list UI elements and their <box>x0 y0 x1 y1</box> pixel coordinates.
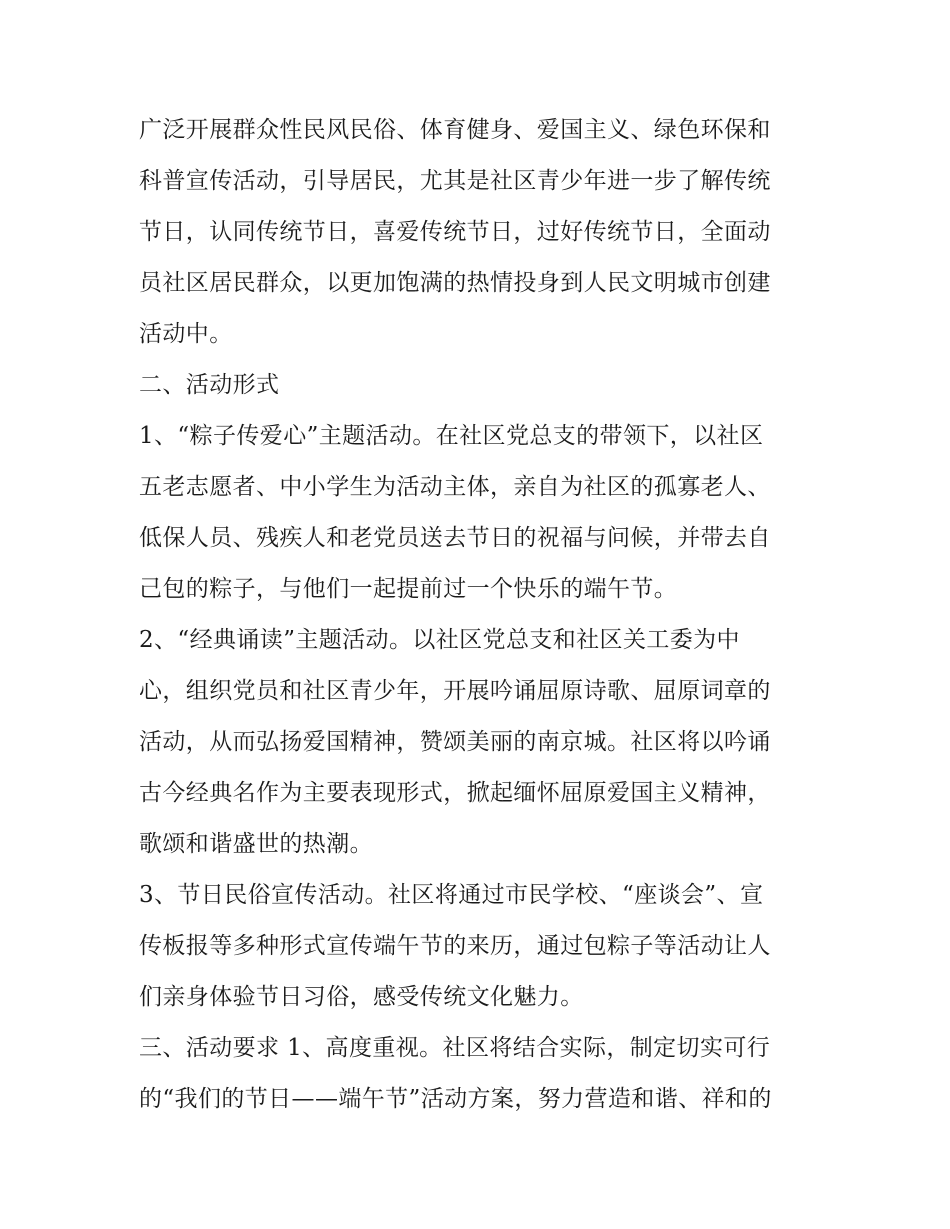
body-text-line: 歌颂和谐盛世的热潮。 <box>139 831 373 857</box>
body-text-line: 们亲身体验节日习俗，感受传统文化魅力。 <box>139 984 584 1010</box>
body-text-line: 己包的粽子，与他们一起提前过一个快乐的端午节。 <box>139 576 678 602</box>
body-text-line: 科普宣传活动，引导居民，尤其是社区青少年进一步了解传统 <box>139 168 771 194</box>
body-text-line: 2、“经典诵读”主题活动。以社区党总支和社区关工委为中 <box>139 627 740 653</box>
body-text-line: 的“我们的节日——端午节”活动方案，努力营造和谐、祥和的 <box>139 1086 772 1112</box>
body-text-line: 员社区居民群众，以更加饱满的热情投身到人民文明城市创建 <box>139 270 771 296</box>
body-text-line: 古今经典名作为主要表现形式，掀起缅怀屈原爱国主义精神， <box>139 780 771 806</box>
body-text-line: 活动，从而弘扬爱国精神，赞颂美丽的南京城。社区将以吟诵 <box>139 729 771 755</box>
body-text-line: 节日，认同传统节日，喜爱传统节日，过好传统节日，全面动 <box>139 219 771 245</box>
body-text-line: 1、“粽子传爱心”主题活动。在社区党总支的带领下，以社区 <box>139 423 764 449</box>
section-heading: 二、活动形式 <box>139 372 280 398</box>
body-text-line: 传板报等多种形式宣传端午节的来历，通过包粽子等活动让人 <box>139 933 771 959</box>
body-text-line: 活动中。 <box>139 321 233 347</box>
body-text-line: 广泛开展群众性民风民俗、体育健身、爱国主义、绿色环保和 <box>139 117 771 143</box>
body-text-line: 低保人员、残疾人和老党员送去节日的祝福与问候，并带去自 <box>139 525 771 551</box>
section-heading: 三、活动要求 1、高度重视。社区将结合实际，制定切实可行 <box>139 1035 771 1061</box>
body-text-line: 心，组织党员和社区青少年，开展吟诵屈原诗歌、屈原词章的 <box>139 678 771 704</box>
body-text-line: 3、节日民俗宣传活动。社区将通过市民学校、“座谈会”、宣 <box>139 882 764 908</box>
body-text-line: 五老志愿者、中小学生为活动主体，亲自为社区的孤寡老人、 <box>139 474 771 500</box>
